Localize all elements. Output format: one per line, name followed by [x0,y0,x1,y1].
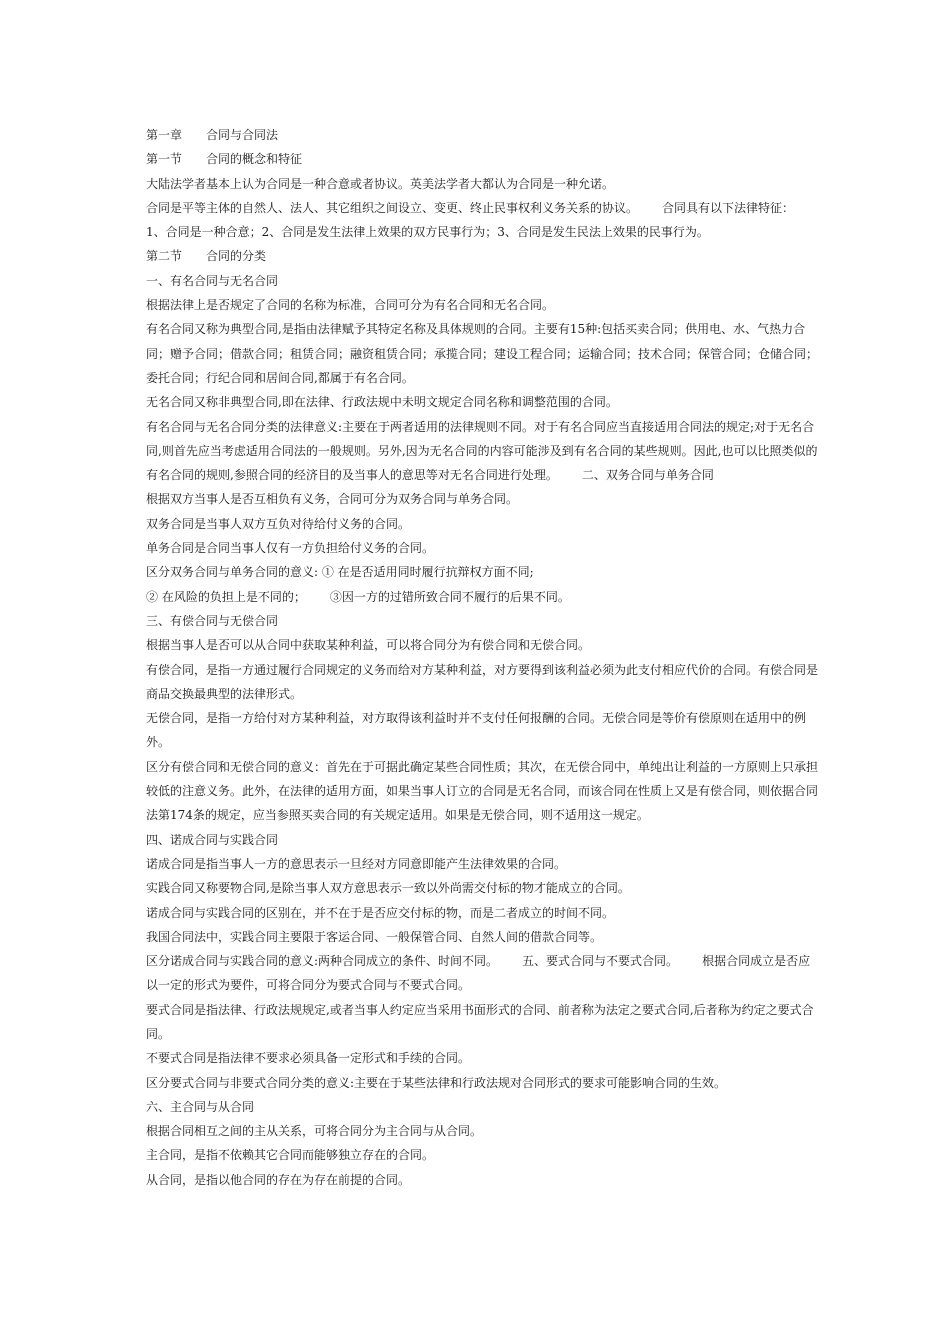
document-paragraph [146,293,820,317]
document-paragraph [146,901,820,925]
document-paragraph [146,852,820,876]
paragraph-text: 区分双务合同与单务合同的意义: ① 在是否适用同时履行抗辩权方面不同; [146,565,534,580]
document-paragraph [146,828,820,852]
document-paragraph [146,1119,820,1143]
document-paragraph [146,536,820,560]
document-paragraph [146,220,820,244]
document-paragraph [146,585,820,609]
paragraph-text: 一、有名合同与无名合同 [146,273,279,288]
paragraph-text: 根据当事人是否可以从合同中获取某种利益，可以将合同分为有偿合同和无偿合同。 [146,638,591,653]
paragraph-text: 二、双务合同与单务合同 [581,468,714,483]
paragraph-text: 大陆法学者基本上认为合同是一种合意或者协议。英美法学者大都认为合同是一种允诺。 [146,176,615,191]
document-paragraph [146,609,820,633]
document-paragraph [146,390,820,414]
paragraph-text: 从合同，是指以他合同的存在为存在前提的合同。 [146,1172,411,1187]
paragraph-text: 第一章 [146,128,183,142]
paragraph-text: 有名合同又称为典型合同,是指由法律赋予其特定名称及具体规则的合同。主要有15种:包括买卖合同；供用电、水、气热力合同；赠予合同；借款合同；租赁合同；融资租赁合同；承揽合同；建设工程合同；运输合同；技术合同；保管合同；仓储合同；委托合同；行纪合同和居间合同,都属于有名合同。 [146,322,819,385]
document-paragraph [146,269,820,293]
document-paragraph [146,123,820,147]
paragraph-text: 实践合同又称要物合同,是除当事人双方意思表示一致以外尚需交付标的物才能成立的合同。 [146,881,630,896]
document-paragraph [146,1095,820,1119]
paragraph-text: 有偿合同，是指一方通过履行合同规定的义务而给对方某种利益，对方要得到该利益必须为此支付相应代价的合同。有偿合同是商品交换最典型的法律形式。 [146,662,819,701]
paragraph-text: 四、诺成合同与实践合同 [146,832,279,847]
document-paragraph [146,925,820,949]
document-paragraph [146,172,820,196]
paragraph-text: 第一节 [146,152,183,167]
paragraph-text: 五、要式合同与不要式合同。 [522,954,679,969]
paragraph-text: 区分有偿合同和无偿合同的意义：首先在于可据此确定某些合同性质；其次，在无偿合同中，单纯出让利益的一方原则上只承担较低的注意义务。此外，在法律的适用方面，如果当事人订立的合同是无名合同，而该合同在性质上又是有偿合同，则依据合同法第174条的规定，应当参照买卖合同的有关规定适用。如果是无偿合同，则不适用这一规定。 [146,759,819,823]
document-body [146,123,820,1192]
paragraph-text: 诺成合同是指当事人一方的意思表示一旦经对方同意即能产生法律效果的合同。 [146,856,567,871]
paragraph-text: 区分诺成合同与实践合同的意义:两种合同成立的条件、时间不同。 [146,954,499,969]
paragraph-text: 合同具有以下法律特征： [662,200,795,215]
paragraph-text: 根据法律上是否规定了合同的名称为标准，合同可分为有名合同和无名合同。 [146,298,555,313]
document-paragraph [146,1046,820,1070]
document-paragraph [146,415,820,488]
document-paragraph [146,633,820,657]
paragraph-text: 根据双方当事人是否互相负有义务，合同可分为双务合同与单务合同。 [146,492,519,507]
document-paragraph [146,706,820,755]
paragraph-text: 双务合同是当事人双方互负对待给付义务的合同。 [146,516,411,531]
paragraph-text: 第二节 [146,249,183,264]
paragraph-text: 根据合同相互之间的主从关系，可将合同分为主合同与从合同。 [146,1124,483,1139]
paragraph-text: 无偿合同，是指一方给付对方某种利益，对方取得该利益时并不支付任何报酬的合同。无偿合同是等价有偿原则在适用中的例外。 [146,711,807,750]
paragraph-text: 合同是平等主体的自然人、法人、其它组织之间设立、变更、终止民事权利义务关系的协议。 [146,200,639,215]
paragraph-text: 合同的概念和特征 [206,152,303,167]
paragraph-text: 诺成合同与实践合同的区别在，并不在于是否应交付标的物，而是二者成立的时间不同。 [146,905,615,920]
document-paragraph [146,1143,820,1167]
paragraph-text: 无名合同又称非典型合同,即在法律、行政法规中未明文规定合同名称和调整范围的合同。 [146,395,618,410]
document-paragraph [146,196,820,220]
paragraph-text: 我国合同法中，实践合同主要限于客运合同、一般保管合同、自然人间的借款合同等。 [146,929,603,944]
document-paragraph [146,147,820,171]
paragraph-text: 1、合同是一种合意；2、合同是发生法律上效果的双方民事行为；3、合同是发生民法上效果的民事行为。 [146,225,709,240]
paragraph-text: 六、主合同与从合同 [146,1099,255,1114]
paragraph-text: 根据合同成立是否应以一定的形式为要件，可将合同分为要式合同与不要式合同。 [146,954,811,993]
paragraph-text: 合同与合同法 [206,128,279,142]
document-paragraph [146,1071,820,1095]
paragraph-text: 三、有偿合同与无偿合同 [146,613,279,628]
document-paragraph [146,487,820,511]
document-paragraph [146,512,820,536]
document-paragraph [146,876,820,900]
paragraph-text: 主合同，是指不依赖其它合同而能够独立存在的合同。 [146,1148,435,1163]
document-paragraph [146,755,820,828]
paragraph-text: 有名合同与无名合同分类的法律意义:主要在于两者适用的法律规则不同。对于有名合同应当直接适用合同法的规定;对于无名合同,则首先应当考虑适用合同法的一般规则。另外,因为无名合同的内容可能涉及到有名合同的某些规则。因此,也可以比照类似的有名合同的规则,参照合同的经济目的及当事人的意思等对无名合同进行处理。 [146,419,818,483]
paragraph-text: 单务合同是合同当事人仅有一方负担给付义务的合同。 [146,541,435,556]
paragraph-text: 不要式合同是指法律不要求必须具备一定形式和手续的合同。 [146,1051,471,1066]
document-paragraph [146,1168,820,1192]
document-paragraph [146,317,820,390]
document-paragraph [146,560,820,584]
paragraph-text: ③因一方的过错所致合同不履行的后果不同。 [329,589,570,604]
paragraph-text: 合同的分类 [206,249,267,264]
paragraph-text: 要式合同是指法律、行政法规规定,或者当事人约定应当采用书面形式的合同、前者称为法定之要式合同,后者称为约定之要式合同。 [146,1002,814,1041]
paragraph-text: 区分要式合同与非要式合同分类的意义:主要在于某些法律和行政法规对合同形式的要求可能影响合同的生效。 [146,1075,727,1090]
document-paragraph [146,998,820,1047]
document-paragraph [146,244,820,268]
document-paragraph [146,949,820,998]
document-paragraph [146,658,820,707]
paragraph-text: ② 在风险的负担上是不同的； [146,589,306,604]
